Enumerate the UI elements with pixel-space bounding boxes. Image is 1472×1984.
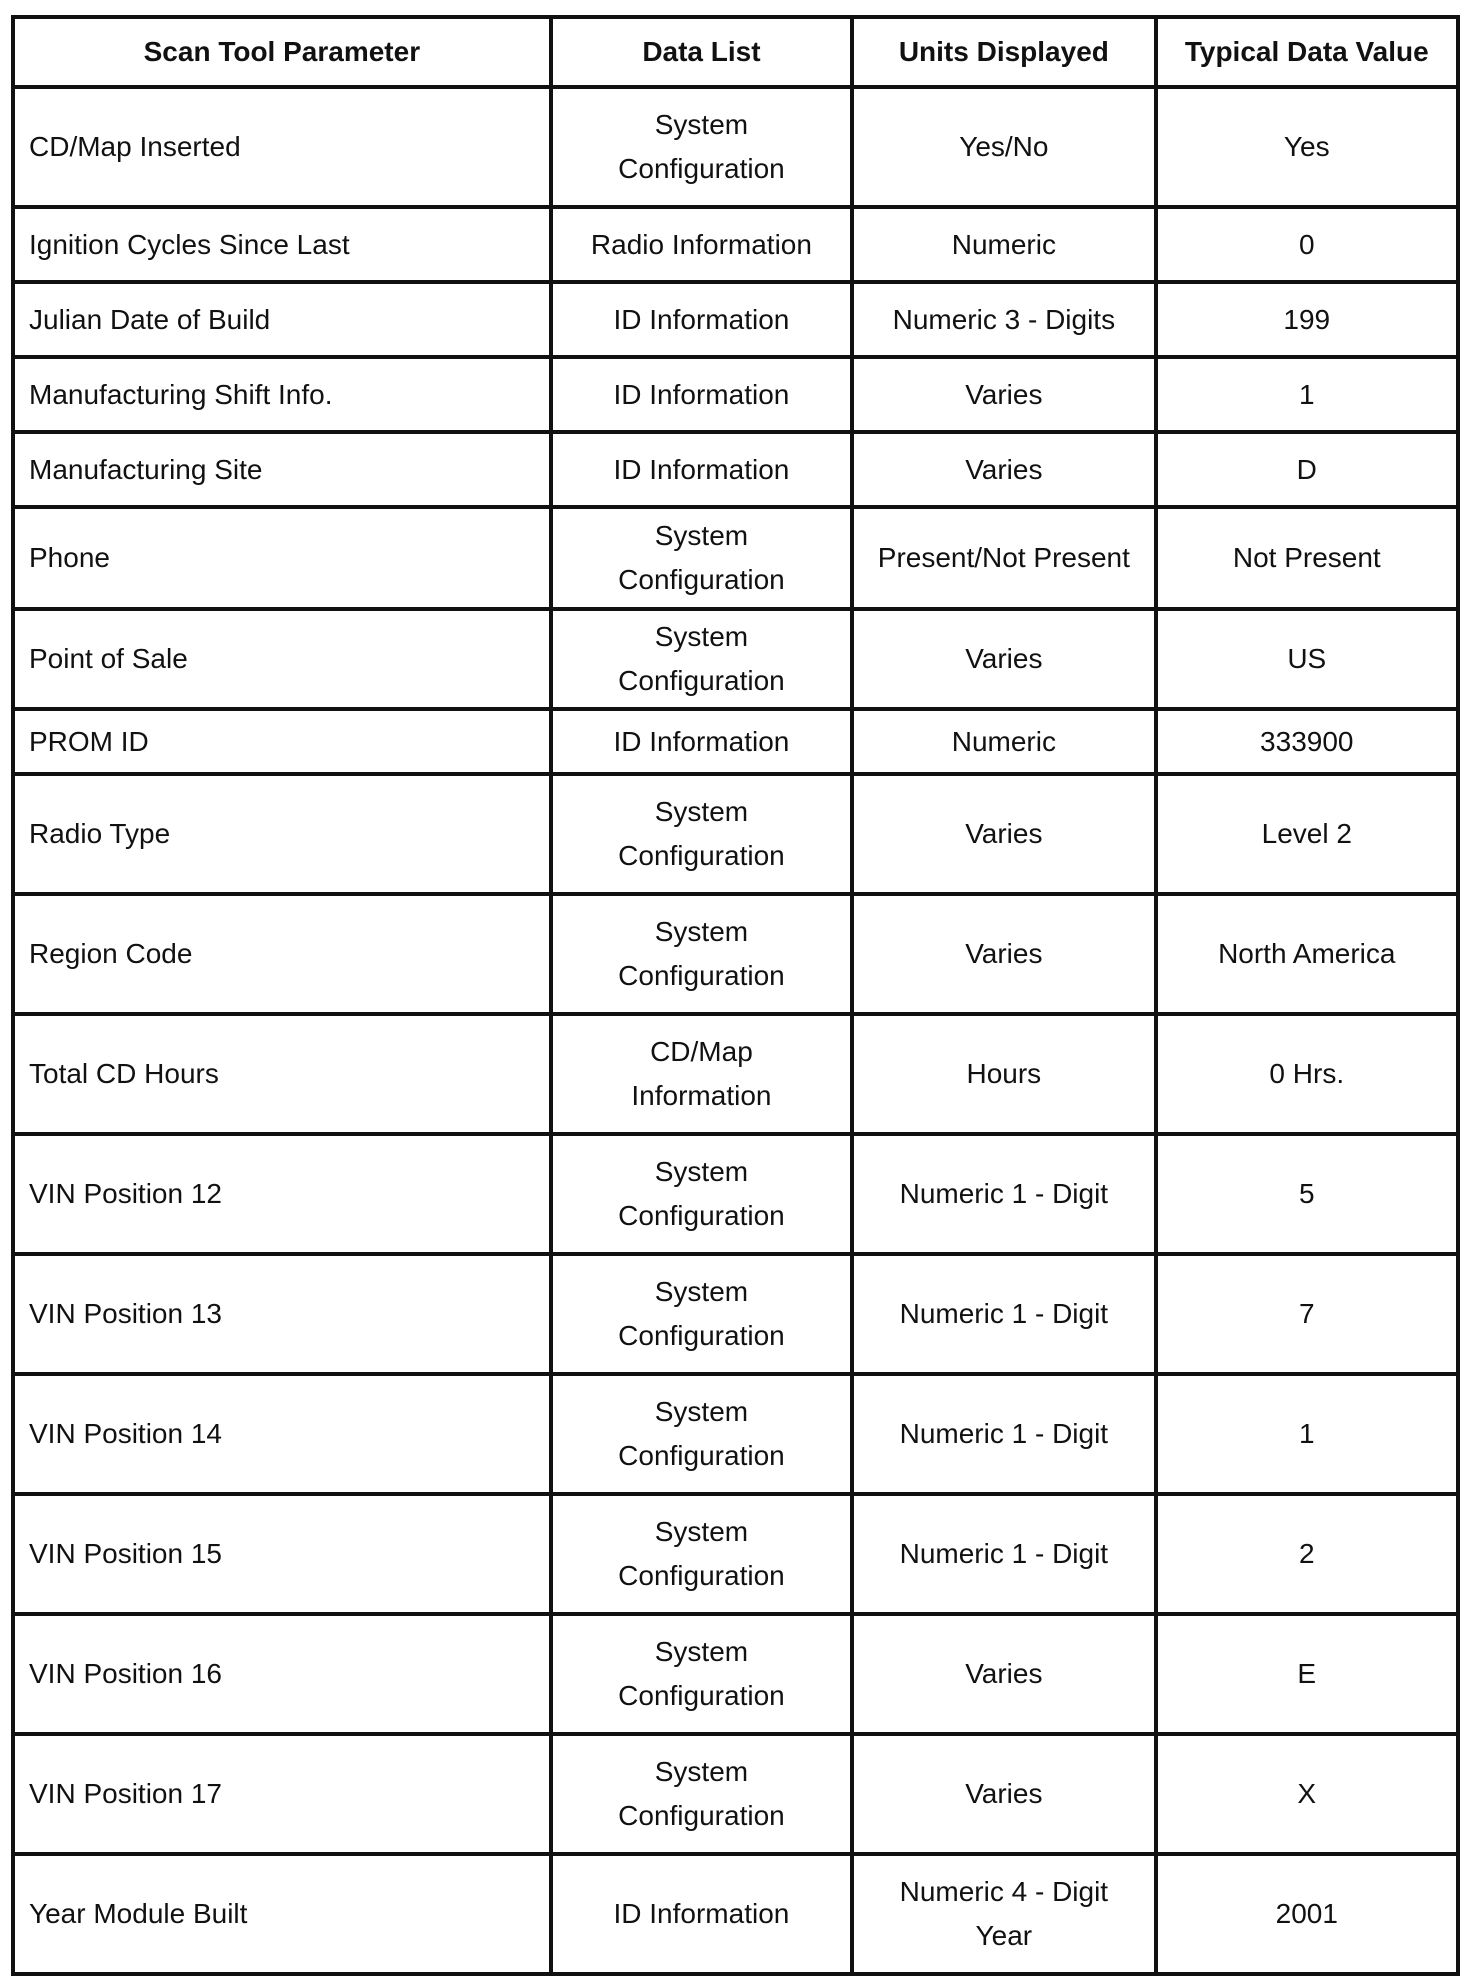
data-list-line: ID Information [613, 725, 790, 757]
cell-units-displayed [852, 1854, 1155, 1974]
units-line: Numeric 3 - Digits [892, 303, 1116, 335]
cell-typical-data-value: 5 [1156, 1134, 1458, 1254]
cell-units-displayed [852, 609, 1155, 709]
cell-scan-tool-parameter: VIN Position 14 [13, 1374, 551, 1494]
data-list-line: System [654, 1396, 749, 1427]
cell-units-displayed [852, 1734, 1155, 1854]
cell-typical-data-value: Not Present [1156, 507, 1458, 609]
cell-typical-data-value: X [1156, 1734, 1458, 1854]
data-list-line: Configuration [618, 153, 785, 184]
cell-typical-data-value: 1 [1156, 357, 1458, 432]
cell-scan-tool-parameter: CD/Map Inserted [13, 87, 551, 207]
cell-scan-tool-parameter: VIN Position 16 [13, 1614, 551, 1734]
cell-typical-data-value: 0 [1156, 207, 1458, 282]
cell-data-list [551, 709, 852, 774]
cell-scan-tool-parameter: PROM ID [13, 709, 551, 774]
data-list-line: System [654, 520, 749, 551]
table-body [13, 87, 1458, 1974]
units-line: Numeric [951, 228, 1056, 260]
data-list-line: ID Information [613, 303, 790, 335]
cell-data-list [551, 609, 852, 709]
cell-scan-tool-parameter: Point of Sale [13, 609, 551, 709]
units-line: Varies [965, 643, 1043, 674]
cell-data-list [551, 357, 852, 432]
cell-data-list [551, 1734, 852, 1854]
header-typical-data-value: Typical Data Value [1156, 17, 1458, 87]
cell-units-displayed [852, 282, 1155, 357]
data-list-line: Radio Information [590, 228, 812, 260]
data-list-line: ID Information [613, 378, 790, 410]
cell-units-displayed [852, 357, 1155, 432]
cell-units-displayed [852, 87, 1155, 207]
cell-scan-tool-parameter: Julian Date of Build [13, 282, 551, 357]
cell-units-displayed [852, 432, 1155, 507]
table-row [13, 1614, 1458, 1734]
data-list-line: Configuration [618, 665, 785, 696]
cell-scan-tool-parameter: Manufacturing Shift Info. [13, 357, 551, 432]
cell-typical-data-value: North America [1156, 894, 1458, 1014]
cell-units-displayed [852, 207, 1155, 282]
table-row [13, 1134, 1458, 1254]
data-list-line: Configuration [618, 1800, 785, 1831]
cell-scan-tool-parameter: VIN Position 12 [13, 1134, 551, 1254]
cell-typical-data-value: E [1156, 1614, 1458, 1734]
cell-scan-tool-parameter: Ignition Cycles Since Last [13, 207, 551, 282]
cell-scan-tool-parameter: VIN Position 15 [13, 1494, 551, 1614]
units-line: Varies [965, 378, 1043, 410]
cell-data-list [551, 1134, 852, 1254]
cell-units-displayed [852, 1014, 1155, 1134]
cell-data-list [551, 1854, 852, 1974]
cell-units-displayed [852, 1614, 1155, 1734]
cell-scan-tool-parameter: Phone [13, 507, 551, 609]
data-list-line: Configuration [618, 1440, 785, 1471]
data-list-line: ID Information [613, 453, 790, 485]
cell-data-list [551, 774, 852, 894]
cell-units-displayed [852, 1254, 1155, 1374]
data-list-line: Information [631, 1080, 772, 1111]
table-header [13, 17, 1458, 87]
cell-typical-data-value: US [1156, 609, 1458, 709]
units-line: Year [975, 1920, 1033, 1951]
cell-typical-data-value: 2001 [1156, 1854, 1458, 1974]
table-row [13, 1014, 1458, 1134]
units-line: Hours [966, 1058, 1042, 1089]
table-row [13, 1494, 1458, 1614]
units-line: Numeric 1 - Digit [899, 1538, 1109, 1569]
cell-data-list [551, 1494, 852, 1614]
data-list-line: System [654, 916, 749, 947]
cell-data-list [551, 207, 852, 282]
data-list-line: Configuration [618, 1320, 785, 1351]
header-row [13, 17, 1458, 87]
cell-units-displayed [852, 507, 1155, 609]
data-list-line: System [654, 1156, 749, 1187]
cell-data-list [551, 1614, 852, 1734]
units-line: Numeric [951, 725, 1056, 757]
data-list-line: System [654, 1756, 749, 1787]
cell-typical-data-value: 199 [1156, 282, 1458, 357]
data-list-line: ID Information [613, 1898, 790, 1929]
units-line: Varies [965, 818, 1043, 849]
table-row [13, 1374, 1458, 1494]
cell-data-list [551, 87, 852, 207]
cell-typical-data-value: D [1156, 432, 1458, 507]
units-line: Numeric 1 - Digit [899, 1418, 1109, 1449]
cell-units-displayed [852, 709, 1155, 774]
data-list-line: System [654, 1636, 749, 1667]
data-list-line: System [654, 796, 749, 827]
cell-typical-data-value: 7 [1156, 1254, 1458, 1374]
units-line: Varies [965, 1658, 1043, 1689]
units-line: Varies [965, 453, 1043, 485]
data-list-line: Configuration [618, 960, 785, 991]
cell-scan-tool-parameter: Region Code [13, 894, 551, 1014]
cell-units-displayed [852, 894, 1155, 1014]
cell-units-displayed [852, 774, 1155, 894]
cell-scan-tool-parameter: Manufacturing Site [13, 432, 551, 507]
table-row [13, 207, 1458, 282]
units-line: Varies [965, 938, 1043, 969]
data-list-line: Configuration [618, 840, 785, 871]
cell-data-list [551, 432, 852, 507]
table-row [13, 774, 1458, 894]
cell-typical-data-value: 1 [1156, 1374, 1458, 1494]
cell-typical-data-value: 333900 [1156, 709, 1458, 774]
cell-typical-data-value: Yes [1156, 87, 1458, 207]
table-row [13, 894, 1458, 1014]
cell-units-displayed [852, 1374, 1155, 1494]
scan-tool-data-table [11, 15, 1460, 1976]
table-row [13, 282, 1458, 357]
cell-typical-data-value: 2 [1156, 1494, 1458, 1614]
data-list-line: System [654, 1276, 749, 1307]
cell-typical-data-value: 0 Hrs. [1156, 1014, 1458, 1134]
data-list-line: Configuration [618, 1200, 785, 1231]
cell-data-list [551, 1374, 852, 1494]
table-row [13, 609, 1458, 709]
cell-scan-tool-parameter: Year Module Built [13, 1854, 551, 1974]
data-list-line: Configuration [618, 1560, 785, 1591]
cell-scan-tool-parameter: Total CD Hours [13, 1014, 551, 1134]
header-data-list: Data List [551, 17, 852, 87]
units-line: Numeric 1 - Digit [899, 1178, 1109, 1209]
data-list-line: System [654, 621, 749, 652]
data-list-line: System [654, 109, 749, 140]
units-line: Numeric 4 - Digit [899, 1876, 1109, 1907]
data-list-line: Configuration [618, 1680, 785, 1711]
data-list-line: Configuration [618, 564, 785, 595]
header-units-displayed: Units Displayed [852, 17, 1155, 87]
cell-scan-tool-parameter: VIN Position 13 [13, 1254, 551, 1374]
data-list-line: CD/Map [650, 1036, 753, 1067]
table-row [13, 1254, 1458, 1374]
cell-data-list [551, 894, 852, 1014]
units-line: Yes/No [959, 131, 1049, 162]
cell-data-list [551, 1254, 852, 1374]
table-row [13, 1734, 1458, 1854]
units-line: Varies [965, 1778, 1043, 1809]
table-row [13, 432, 1458, 507]
units-line: Numeric 1 - Digit [899, 1298, 1109, 1329]
table-row [13, 1854, 1458, 1974]
cell-data-list [551, 1014, 852, 1134]
table-row [13, 507, 1458, 609]
cell-scan-tool-parameter: VIN Position 17 [13, 1734, 551, 1854]
cell-scan-tool-parameter: Radio Type [13, 774, 551, 894]
units-line: Present/Not Present [877, 542, 1130, 573]
cell-data-list [551, 282, 852, 357]
table-row [13, 709, 1458, 774]
table-row [13, 87, 1458, 207]
cell-units-displayed [852, 1494, 1155, 1614]
header-scan-tool-parameter: Scan Tool Parameter [13, 17, 551, 87]
data-list-line: System [654, 1516, 749, 1547]
cell-data-list [551, 507, 852, 609]
cell-typical-data-value: Level 2 [1156, 774, 1458, 894]
table-row [13, 357, 1458, 432]
cell-units-displayed [852, 1134, 1155, 1254]
